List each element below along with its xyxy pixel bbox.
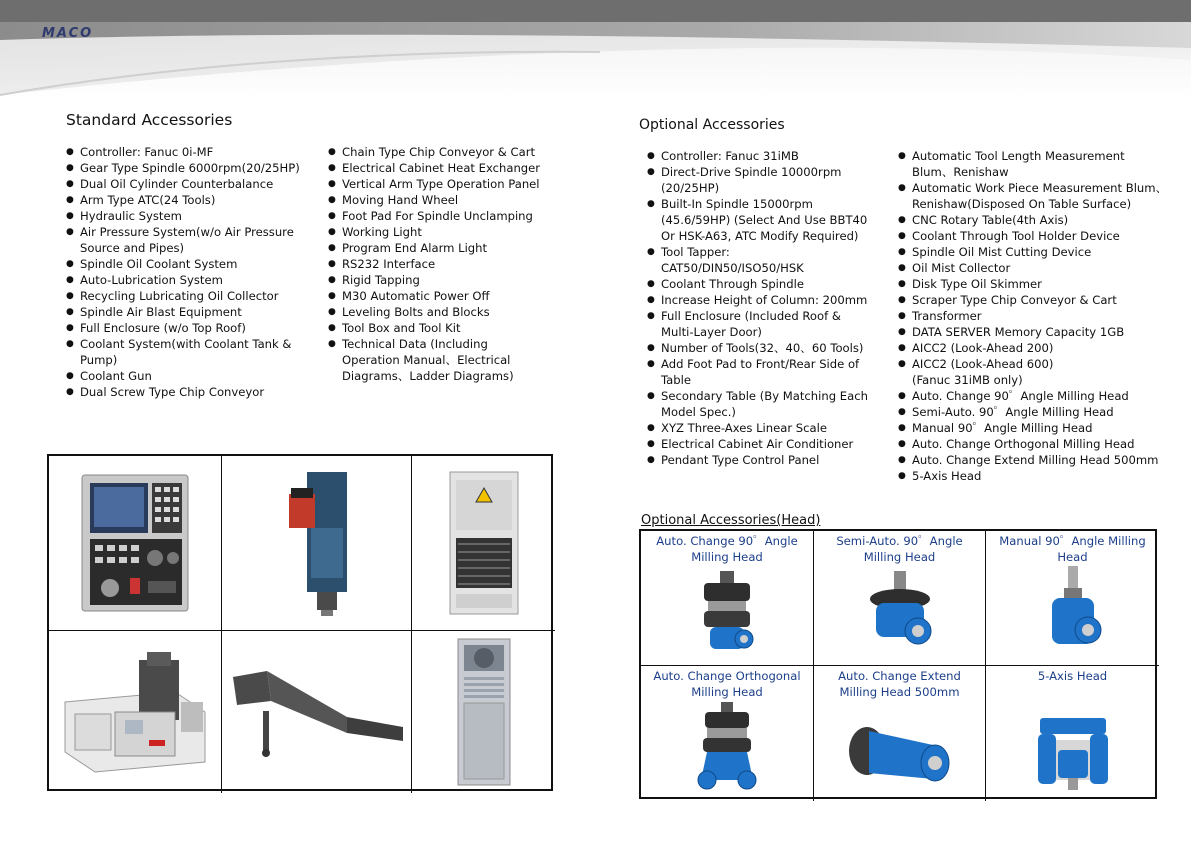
- list-item: ● Secondary Table (By Matching Each Model Spec.): [647, 388, 875, 420]
- auto-extend-head-image: [845, 715, 955, 795]
- list-item: ● Full Enclosure (Included Roof & Multi-Layer Door): [647, 308, 862, 340]
- head-label: Auto. Change Orthogonal Milling Head: [653, 669, 801, 699]
- head-cell: [986, 531, 1159, 666]
- list-item: ● AICC2 (Look-Ahead 200): [898, 340, 1188, 356]
- list-item: ● Gear Type Spindle 6000rpm(20/25HP): [66, 160, 316, 176]
- head-label: Auto. Change Extend Milling Head 500mm: [838, 669, 961, 699]
- list-item: ● Recycling Lubricating Oil Collector: [66, 288, 316, 304]
- list-item: ● Semi-Auto. 90゜Angle Milling Head: [898, 404, 1188, 420]
- list-item: ● DATA SERVER Memory Capacity 1GB: [898, 324, 1188, 340]
- list-item: ● RS232 Interface: [328, 256, 548, 272]
- list-item: ● Coolant Through Tool Holder Device: [898, 228, 1188, 244]
- list-item: ● Tool Box and Tool Kit: [328, 320, 548, 336]
- milling-head-table: [639, 529, 1157, 799]
- list-item: ● CNC Rotary Table(4th Axis): [898, 212, 1188, 228]
- machine-image: [49, 631, 222, 793]
- spindle-image: [222, 456, 412, 631]
- page-header: [0, 0, 1191, 100]
- list-item: ● Electrical Cabinet Heat Exchanger: [328, 160, 548, 176]
- list-item: ● M30 Automatic Power Off: [328, 288, 548, 304]
- list-item: ● 5-Axis Head: [898, 468, 1188, 484]
- list-item: ● Hydraulic System: [66, 208, 316, 224]
- list-item: ● Full Enclosure (w/o Top Roof): [66, 320, 316, 336]
- list-item: ● Working Light: [328, 224, 548, 240]
- standard-image-grid: [47, 454, 553, 791]
- list-item: ● Technical Data (Including Operation Manual、Electrical Diagrams、Ladder Diagrams): [328, 336, 528, 384]
- chip-conveyor-image: [222, 631, 412, 793]
- list-item: ● Manual 90゜Angle Milling Head: [898, 420, 1188, 436]
- head-cell: [814, 666, 986, 801]
- list-item: ● Transformer: [898, 308, 1188, 324]
- optional-list-right: [898, 148, 1188, 484]
- list-item: ● Rigid Tapping: [328, 272, 548, 288]
- standard-list-left: [66, 144, 316, 400]
- standard-accessories-title: Standard Accessories: [66, 111, 233, 129]
- head-cell: [814, 531, 986, 666]
- list-item: ● Vertical Arm Type Operation Panel: [328, 176, 548, 192]
- optional-accessories-title: Optional Accessories: [639, 117, 785, 133]
- list-item: ● Auto. Change Orthogonal Milling Head: [898, 436, 1188, 452]
- list-item: ● Oil Mist Collector: [898, 260, 1188, 276]
- list-item: ● Moving Hand Wheel: [328, 192, 548, 208]
- list-item: ● Coolant Through Spindle: [647, 276, 883, 292]
- list-item: ● Coolant Gun: [66, 368, 316, 384]
- brand-logo: MACO: [42, 26, 94, 41]
- list-item: ● Dual Oil Cylinder Counterbalance: [66, 176, 316, 192]
- standard-list-right: [328, 144, 548, 384]
- optional-head-title: Optional Accessories(Head): [641, 513, 821, 528]
- header-band-graphic: [0, 0, 1191, 100]
- list-item: ● AICC2 (Look-Ahead 600) (Fanuc 31iMB only): [898, 356, 1068, 388]
- head-label: 5-Axis Head: [1037, 669, 1108, 683]
- list-item: ● Auto. Change 90゜Angle Milling Head: [898, 388, 1188, 404]
- list-item: ● Add Foot Pad to Front/Rear Side of Table: [647, 356, 872, 388]
- list-item: ● Disk Type Oil Skimmer: [898, 276, 1188, 292]
- list-item: ● Program End Alarm Light: [328, 240, 548, 256]
- list-item: ● Arm Type ATC(24 Tools): [66, 192, 316, 208]
- list-item: ● Spindle Air Blast Equipment: [66, 304, 316, 320]
- five-axis-head-image: [1028, 710, 1118, 795]
- optional-list-left: [647, 148, 883, 468]
- list-item: ● Auto. Change Extend Milling Head 500mm: [898, 452, 1188, 468]
- list-item: ● Controller: Fanuc 31iMB: [647, 148, 883, 164]
- list-item: ● Increase Height of Column: 200mm: [647, 292, 883, 308]
- head-cell: [641, 531, 814, 666]
- list-item: ● Leveling Bolts and Blocks: [328, 304, 548, 320]
- list-item: ● Dual Screw Type Chip Conveyor: [66, 384, 316, 400]
- head-label: Manual 90゜Angle Milling Head: [999, 534, 1146, 564]
- list-item: ● Pendant Type Control Panel: [647, 452, 883, 468]
- list-item: ● Spindle Oil Mist Cutting Device: [898, 244, 1188, 260]
- head-cell: [986, 666, 1159, 801]
- electrical-cabinet-image: [412, 631, 555, 793]
- list-item: ● Controller: Fanuc 0i-MF: [66, 144, 316, 160]
- list-item: ● Air Pressure System(w/o Air Pressure Source and Pipes): [66, 224, 296, 256]
- head-label: Semi-Auto. 90゜Angle Milling Head: [836, 534, 963, 564]
- head-label: Auto. Change 90゜Angle Milling Head: [656, 534, 798, 564]
- list-item: ● Chain Type Chip Conveyor & Cart: [328, 144, 548, 160]
- list-item: ● Spindle Oil Coolant System: [66, 256, 316, 272]
- auto-orthogonal-head-image: [687, 700, 767, 795]
- list-item: ● Foot Pad For Spindle Unclamping: [328, 208, 548, 224]
- list-item: ● Tool Tapper: CAT50/DIN50/ISO50/HSK: [647, 244, 837, 276]
- manual-90-angle-head-image: [1038, 564, 1108, 659]
- list-item: ● XYZ Three-Axes Linear Scale: [647, 420, 883, 436]
- list-item: ● Number of Tools(32、40、60 Tools): [647, 340, 883, 356]
- list-item: ● Automatic Work Piece Measurement Blum、Renishaw(Disposed On Table Surface): [898, 180, 1186, 212]
- list-item: ● Built-In Spindle 15000rpm (45.6/59HP) (Select And Use BBT40 Or HSK-A63, ATC Modify Required): [647, 196, 879, 244]
- semi-auto-90-angle-head-image: [860, 569, 940, 659]
- list-item: ● Scraper Type Chip Conveyor & Cart: [898, 292, 1188, 308]
- auto-90-angle-head-image: [692, 569, 762, 659]
- list-item: ● Coolant System(with Coolant Tank & Pump): [66, 336, 298, 368]
- list-item: ● Auto-Lubrication System: [66, 272, 316, 288]
- list-item: ● Direct-Drive Spindle 10000rpm (20/25HP): [647, 164, 857, 196]
- list-item: ● Automatic Tool Length Measurement Blum、Renishaw: [898, 148, 1138, 180]
- list-item: ● Electrical Cabinet Air Conditioner: [647, 436, 883, 452]
- controller-panel-image: [49, 456, 222, 631]
- head-cell: [641, 666, 814, 801]
- heat-exchanger-image: [412, 456, 555, 631]
